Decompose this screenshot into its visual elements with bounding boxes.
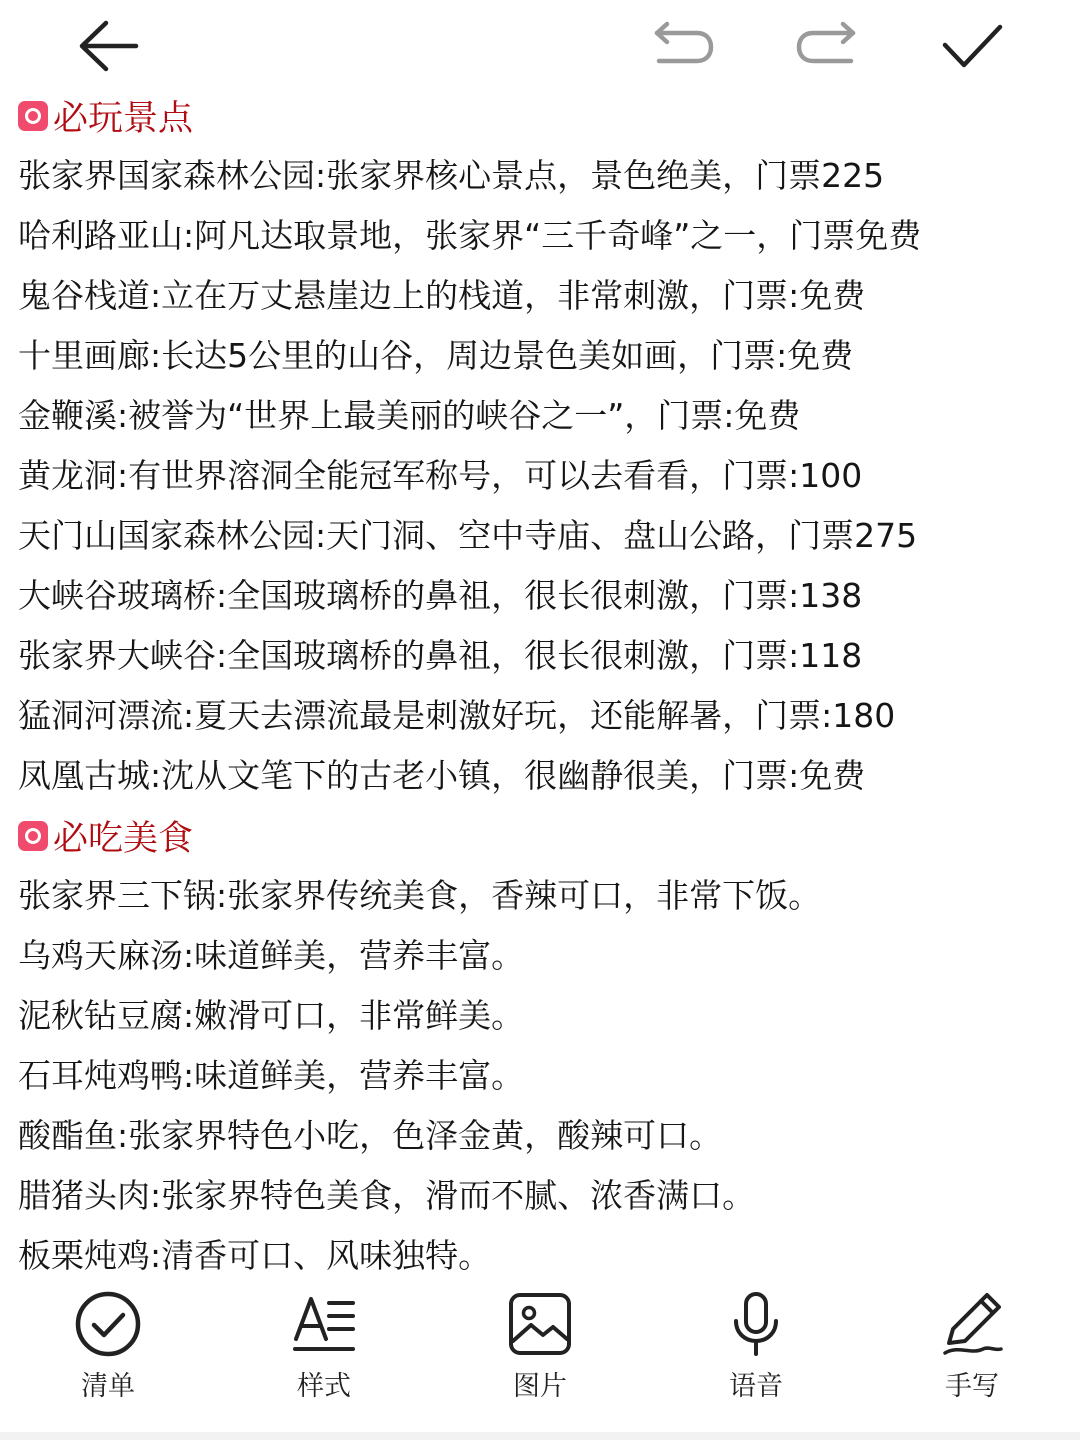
checklist-label: 清单	[81, 1371, 135, 1402]
circle-badge-icon	[18, 101, 48, 131]
handwriting-button[interactable]	[907, 1286, 1037, 1404]
list-item: 十里画廊:长达5公里的山谷，周边景色美如画，门票:免费	[18, 336, 854, 375]
style-button[interactable]	[259, 1286, 389, 1404]
check-circle-icon	[73, 1289, 143, 1359]
handwriting-label: 手写	[945, 1371, 999, 1402]
arrow-left-icon	[76, 14, 140, 78]
list-item: 腊猪头肉:张家界特色美食，滑而不腻、浓香满口。	[18, 1176, 756, 1215]
list-item: 张家界三下锅:张家界传统美食，香辣可口，非常下饭。	[18, 876, 822, 915]
section-heading-text: 必玩景点	[53, 99, 194, 139]
section-must-visit	[18, 86, 1068, 806]
check-icon	[940, 21, 1004, 71]
list-item: 黄龙洞:有世界溶洞全能冠军称号，可以去看看，门票:100	[18, 456, 863, 495]
list-item: 泥秋钻豆腐:嫩滑可口，非常鲜美。	[18, 996, 525, 1035]
list-item: 哈利路亚山:阿凡达取景地，张家界“三千奇峰”之一，门票免费	[18, 216, 922, 255]
list-item: 凤凰古城:沈从文笔下的古老小镇，很幽静很美，门票:免费	[18, 756, 866, 795]
checklist-button[interactable]	[43, 1286, 173, 1404]
redo-icon	[795, 21, 861, 71]
list-item: 板栗炖鸡:清香可口、风味独特。	[18, 1236, 492, 1275]
list-item: 乌鸡天麻汤:味道鲜美，营养丰富。	[18, 936, 525, 975]
list-item: 石耳炖鸡鸭:味道鲜美，营养丰富。	[18, 1056, 525, 1095]
list-item: 张家界国家森林公园:张家界核心景点，景色绝美，门票225	[18, 156, 885, 195]
circle-badge-icon	[18, 821, 48, 851]
image-button[interactable]	[475, 1286, 605, 1404]
section-heading-text: 必吃美食	[53, 819, 194, 859]
voice-button[interactable]	[691, 1286, 821, 1404]
list-item: 鬼谷栈道:立在万丈悬崖边上的栈道，非常刺激，门票:免费	[18, 276, 866, 315]
section-must-eat	[18, 806, 1068, 1276]
style-label: 样式	[297, 1371, 351, 1402]
list-item: 张家界大峡谷:全国玻璃桥的鼻祖，很长很刺激，门票:118	[18, 636, 863, 675]
image-icon	[505, 1289, 575, 1359]
voice-label: 语音	[729, 1371, 783, 1402]
list-item: 猛洞河漂流:夏天去漂流最是刺激好玩，还能解暑，门票:180	[18, 696, 896, 735]
list-item: 酸酯鱼:张家界特色小吃，色泽金黄，酸辣可口。	[18, 1116, 723, 1155]
undo-icon	[649, 21, 715, 71]
bottom-divider	[0, 1432, 1080, 1440]
image-label: 图片	[513, 1371, 567, 1402]
pen-icon	[937, 1289, 1007, 1359]
microphone-icon	[721, 1289, 791, 1359]
list-item: 金鞭溪:被誉为“世界上最美丽的峡谷之一”，门票:免费	[18, 396, 801, 435]
top-toolbar	[0, 0, 1080, 92]
bottom-toolbar	[0, 1278, 1080, 1428]
back-button[interactable]	[72, 14, 144, 78]
undo-button[interactable]	[646, 14, 718, 78]
done-button[interactable]	[936, 14, 1008, 78]
text-style-icon	[289, 1289, 359, 1359]
list-item: 天门山国家森林公园:天门洞、空中寺庙、盘山公路，门票275	[18, 516, 918, 555]
note-body[interactable]	[18, 86, 1068, 1276]
section-heading	[18, 806, 1068, 866]
list-item: 大峡谷玻璃桥:全国玻璃桥的鼻祖，很长很刺激，门票:138	[18, 576, 863, 615]
section-heading	[18, 86, 1068, 146]
redo-button[interactable]	[792, 14, 864, 78]
